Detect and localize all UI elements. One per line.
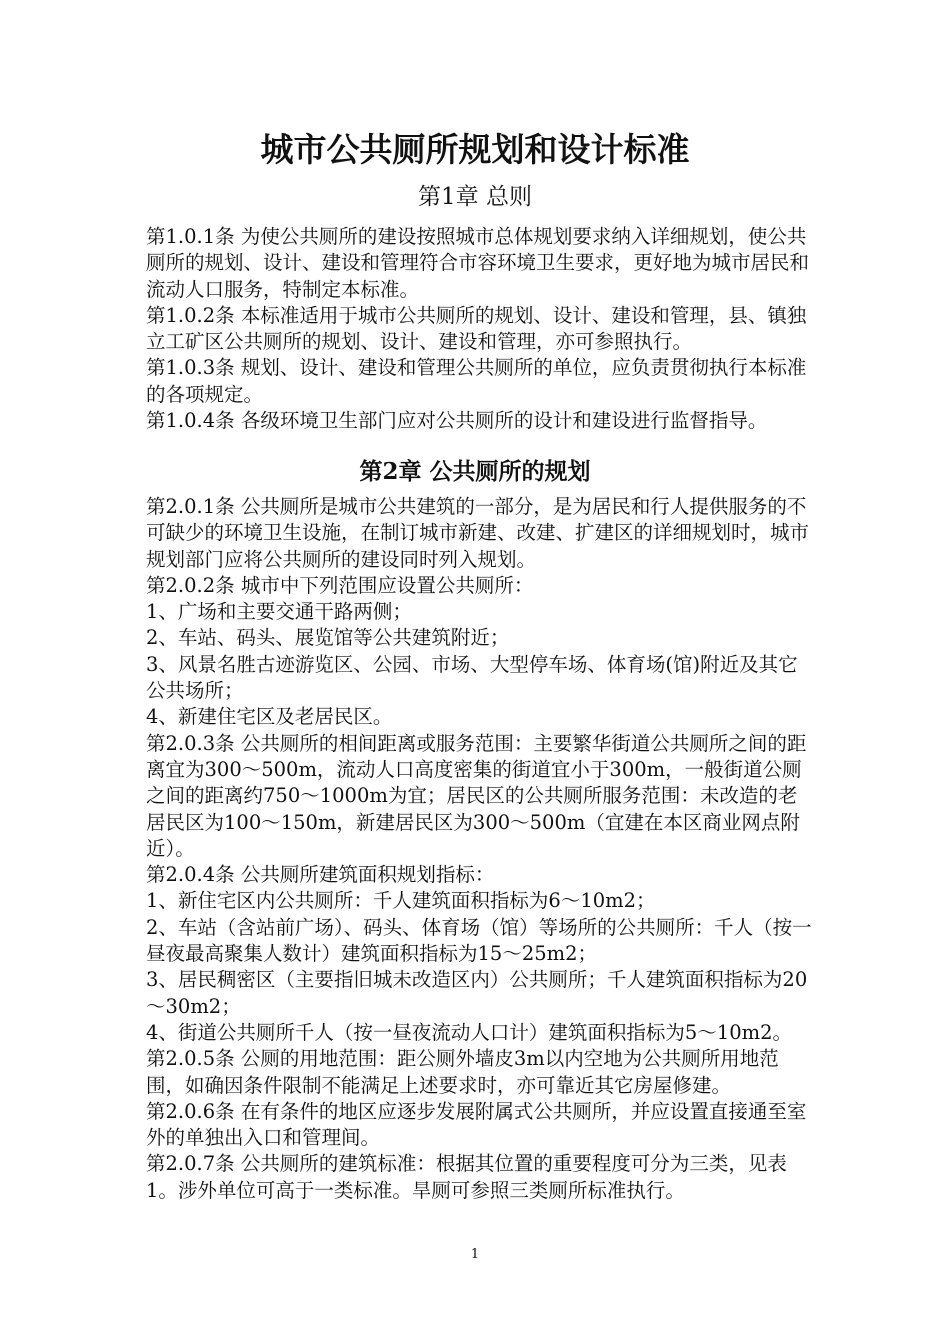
- paragraph: 第2.0.4条 公共厕所建筑面积规划指标：: [146, 863, 495, 887]
- list-item: 2、车站、码头、展览馆等公共建筑附近；: [146, 626, 510, 650]
- chapter-1-body: [146, 224, 816, 434]
- paragraph: 第2.0.1条 公共厕所是城市公共建筑的一部分，是为居民和行人提供服务的不可缺少的环境卫生设施，在制订城市新建、改建、扩建区的详细规划时，城市规划部门应将公共厕所的建设同时列入规划。: [146, 495, 810, 571]
- chapter-2-heading: 第2章 公共厕所的规划: [359, 458, 591, 485]
- list-item: 2、车站（含站前广场）、码头、体育场（馆）等场所的公共厕所：千人（按一昼夜最高聚集人数计）建筑面积指标为15～25m2；: [146, 915, 812, 966]
- list-item: 3、风景名胜古迹游览区、公园、市场、大型停车场、体育场(馆)附近及其它公共场所；: [146, 652, 798, 703]
- document-title: 城市公共厕所规划和设计标准: [260, 130, 690, 169]
- chapter-2-body: [146, 494, 816, 1204]
- paragraph: 第2.0.2条 城市中下列范围应设置公共厕所：: [146, 573, 534, 597]
- paragraph: 第2.0.6条 在有条件的地区应逐步发展附属式公共厕所，并应设置直接通至室外的单独出入口和管理间。: [146, 1099, 807, 1150]
- list-item: 1、新住宅区内公共厕所：千人建筑面积指标为6～10m2；: [146, 889, 656, 913]
- chapter-1-heading: 第1章 总则: [418, 184, 532, 210]
- list-item: 3、居民稠密区（主要指旧城未改造区内）公共厕所；千人建筑面积指标为20～30m2；: [146, 968, 808, 1018]
- paragraph: 第1.0.3条 规划、设计、建设和管理公共厕所的单位，应负责贯彻执行本标准的各项规定。: [146, 356, 807, 406]
- list-item: 1、广场和主要交通干路两侧；: [146, 600, 412, 624]
- page-number: 1: [470, 1247, 480, 1262]
- paragraph: 第2.0.7条 公共厕所的建筑标准：根据其位置的重要程度可分为三类，见表1。涉外单位可高于一类标准。旱厕可参照三类厕所标准执行。: [146, 1152, 787, 1202]
- paragraph: 第2.0.5条 公厕的用地范围：距公厕外墙皮3m以内空地为公共厕所用地范围，如确因条件限制不能满足上述要求时，亦可靠近其它房屋修建。: [146, 1047, 779, 1097]
- paragraph: 第1.0.2条 本标准适用于城市公共厕所的规划、设计、建设和管理，县、镇独立工矿区公共厕所的规划、设计、建设和管理，亦可参照执行。: [146, 303, 807, 354]
- paragraph: 第1.0.1条 为使公共厕所的建设按照城市总体规划要求纳入详细规划，使公共厕所的规划、设计、建设和管理符合市容环境卫生要求，更好地为城市居民和流动人口服务，特制定本标准。: [146, 225, 810, 301]
- list-item: 4、新建住宅区及老居民区。: [146, 705, 393, 729]
- list-item: 4、街道公共厕所千人（按一昼夜流动人口计）建筑面积指标为5～10m2。: [146, 1020, 793, 1044]
- paragraph: 第1.0.4条 各级环境卫生部门应对公共厕所的设计和建设进行监督指导。: [146, 409, 768, 433]
- paragraph: 第2.0.3条 公共厕所的相间距离或服务范围：主要繁华街道公共厕所之间的距离宜为300～500m，流动人口高度密集的街道宜小于300m，一般街道公厕之间的距离约750～1000m为宜；居民区的公共厕所服务范围：未改造的老居民区为100～150m，新建居民区为300～500m（宜建在本区商业网点附近）。: [146, 731, 807, 860]
